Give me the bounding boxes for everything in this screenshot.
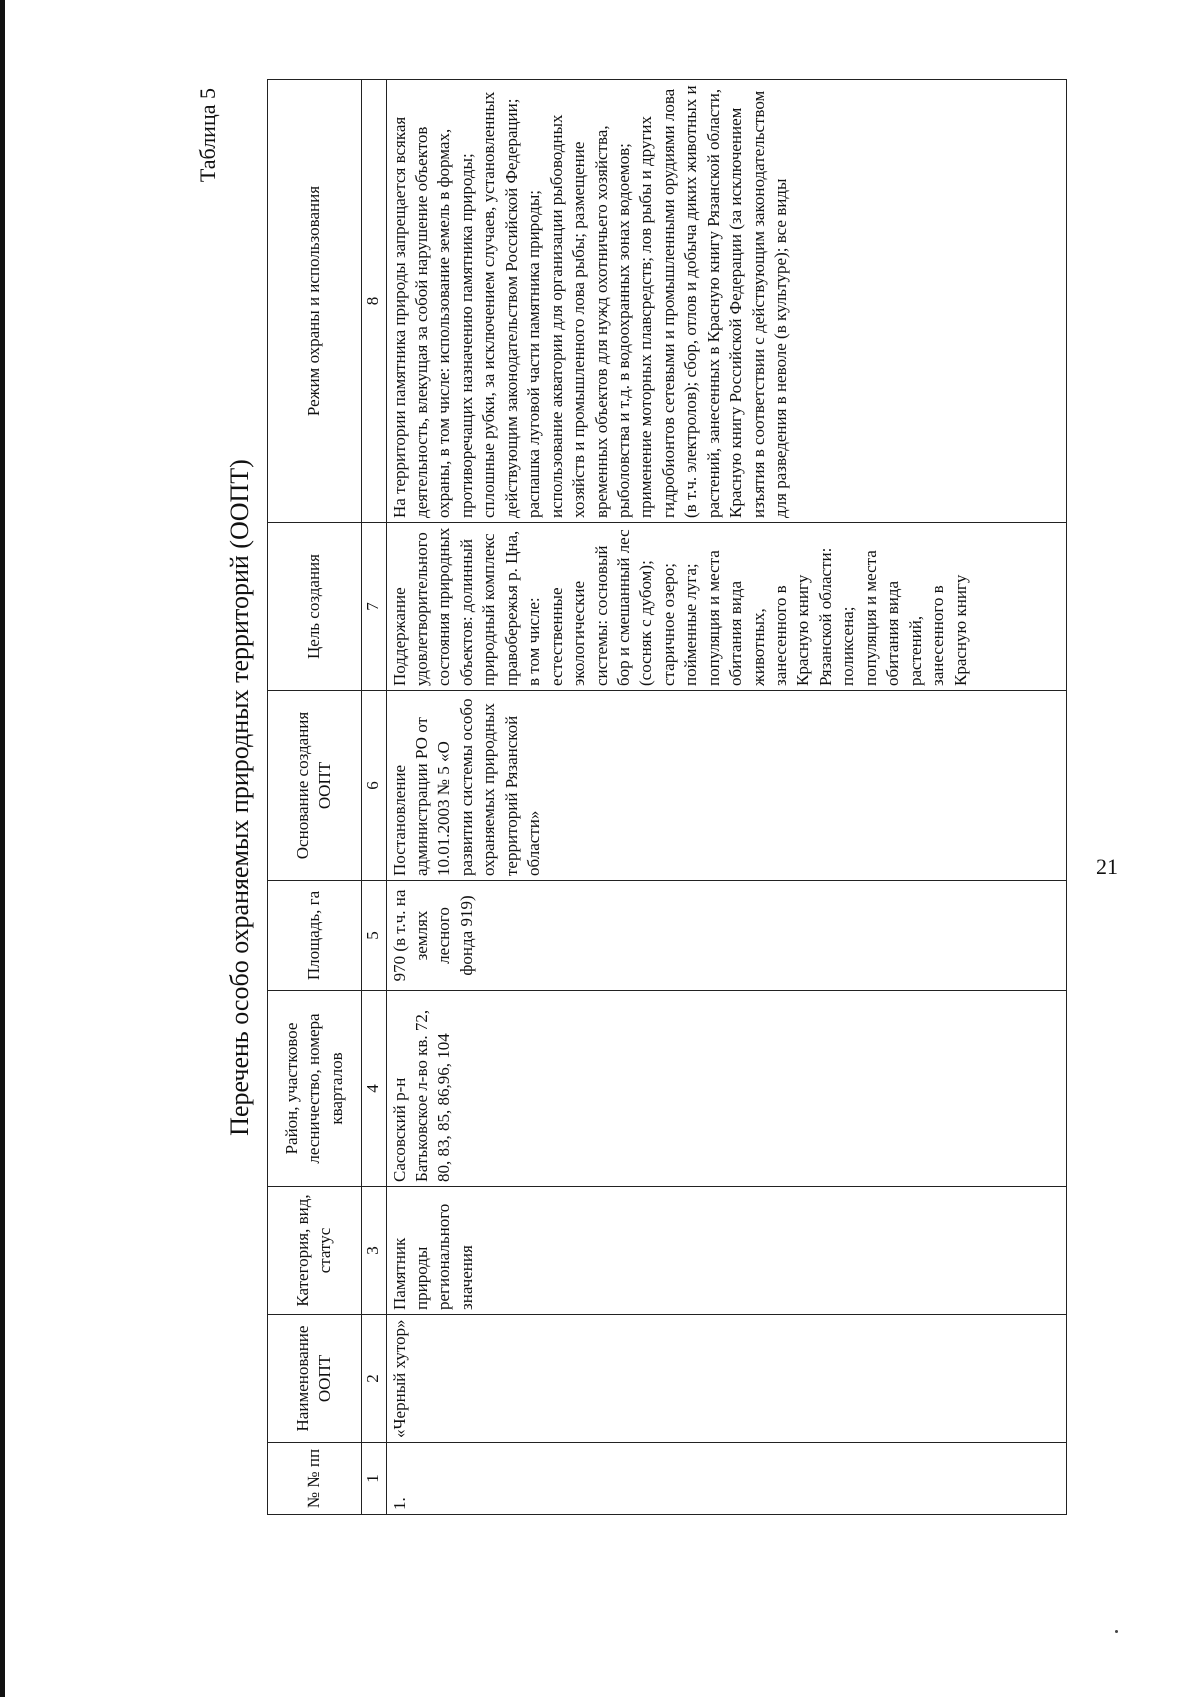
header-cell-category: Категория, вид, статус [268, 1187, 362, 1315]
column-number: 2 [361, 1315, 386, 1443]
cell-purpose: Поддержание удовлетворительного состояния природных объектов: долинный природный комплекс правобережья р. Цна, в том числе: естественные экологические системы: сосновый бор и смешанный лес (сосняк с дубом); старичное озеро; пойменные луга; популяция и места обитания вида животных, занесенного в Красную книгу Рязанской области: поликсена; популяция и места обитания вида растений, занесенного в Красную книгу [386, 523, 1066, 691]
header-cell-name: Наименование ООПТ [268, 1315, 362, 1443]
cell-category: Памятник природы регионального значения [386, 1187, 1066, 1315]
cell-basis: Постановление администрации РО от 10.01.2003 № 5 «О развитии системы особо охраняемых природных территорий Рязанской области» [386, 691, 1066, 881]
cell-name: «Черный хутор» [386, 1315, 1066, 1443]
landscape-sheet [195, 80, 1075, 1515]
column-number: 8 [361, 80, 386, 523]
rotated-page-content [195, 80, 1075, 1515]
cell-regime: На территории памятника природы запрещается всякая деятельность, влекущая за собой нарушение объектов охраны, в том числе: использование земель в формах, противоречащих назначению памятника природы; сплошные рубки, за исключением случаев, установленных действующим законодательством Российской Федерации; распашка луговой части памятника природы; использование акватории для организации рыбоводных хозяйств и промышленного лова рыбы; размещение временных объектов для нужд охотничьего хозяйства, рыболовства и т.д. в водоохранных зонах водоемов; применение моторных плавсредств; лов рыбы и других гидробионтов сетевыми и промышленными орудиями лова (в т.ч. электролов); сбор, отлов и добыча диких животных и растений, занесенных в Красную книгу Рязанской области, Красную книгу Российской Федерации (за исключением изъятия в соответствии с действующим законодательством для разведения в неволе (в культуре); все виды [386, 80, 1066, 523]
table-row [386, 80, 1066, 1515]
header-cell-basis: Основание создания ООПТ [268, 691, 362, 881]
column-number-row [361, 80, 386, 1515]
header-cell-num: № № пп [268, 1443, 362, 1515]
column-number: 3 [361, 1187, 386, 1315]
header-cell-location: Район, участковое лесничество, номера кварталов [268, 991, 362, 1187]
header-cell-regime: Режим охраны и использования [268, 80, 362, 523]
header-cell-area: Площадь, га [268, 881, 362, 991]
header-cell-purpose: Цель создания [268, 523, 362, 691]
document-title: Перечень особо охраняемых природных территорий (ООПТ) [225, 459, 254, 1136]
column-number: 4 [361, 991, 386, 1187]
page-number: 21 [1096, 854, 1118, 879]
column-number: 1 [361, 1443, 386, 1515]
protected-areas-table [267, 79, 1067, 1515]
column-number: 6 [361, 691, 386, 881]
table-label: Таблица 5 [195, 88, 220, 183]
cell-location: Сасовский р-н Батьковское л-во кв. 72, 80, 83, 85, 86,96, 104 [386, 991, 1066, 1187]
scan-speck [1115, 1630, 1118, 1633]
cell-area: 970 (в т.ч. на землях лесного фонда 919) [386, 881, 1066, 991]
cell-num: 1. [386, 1443, 1066, 1515]
header-row [268, 80, 362, 1515]
column-number: 7 [361, 523, 386, 691]
scan-edge [0, 0, 5, 1697]
column-number: 5 [361, 881, 386, 991]
